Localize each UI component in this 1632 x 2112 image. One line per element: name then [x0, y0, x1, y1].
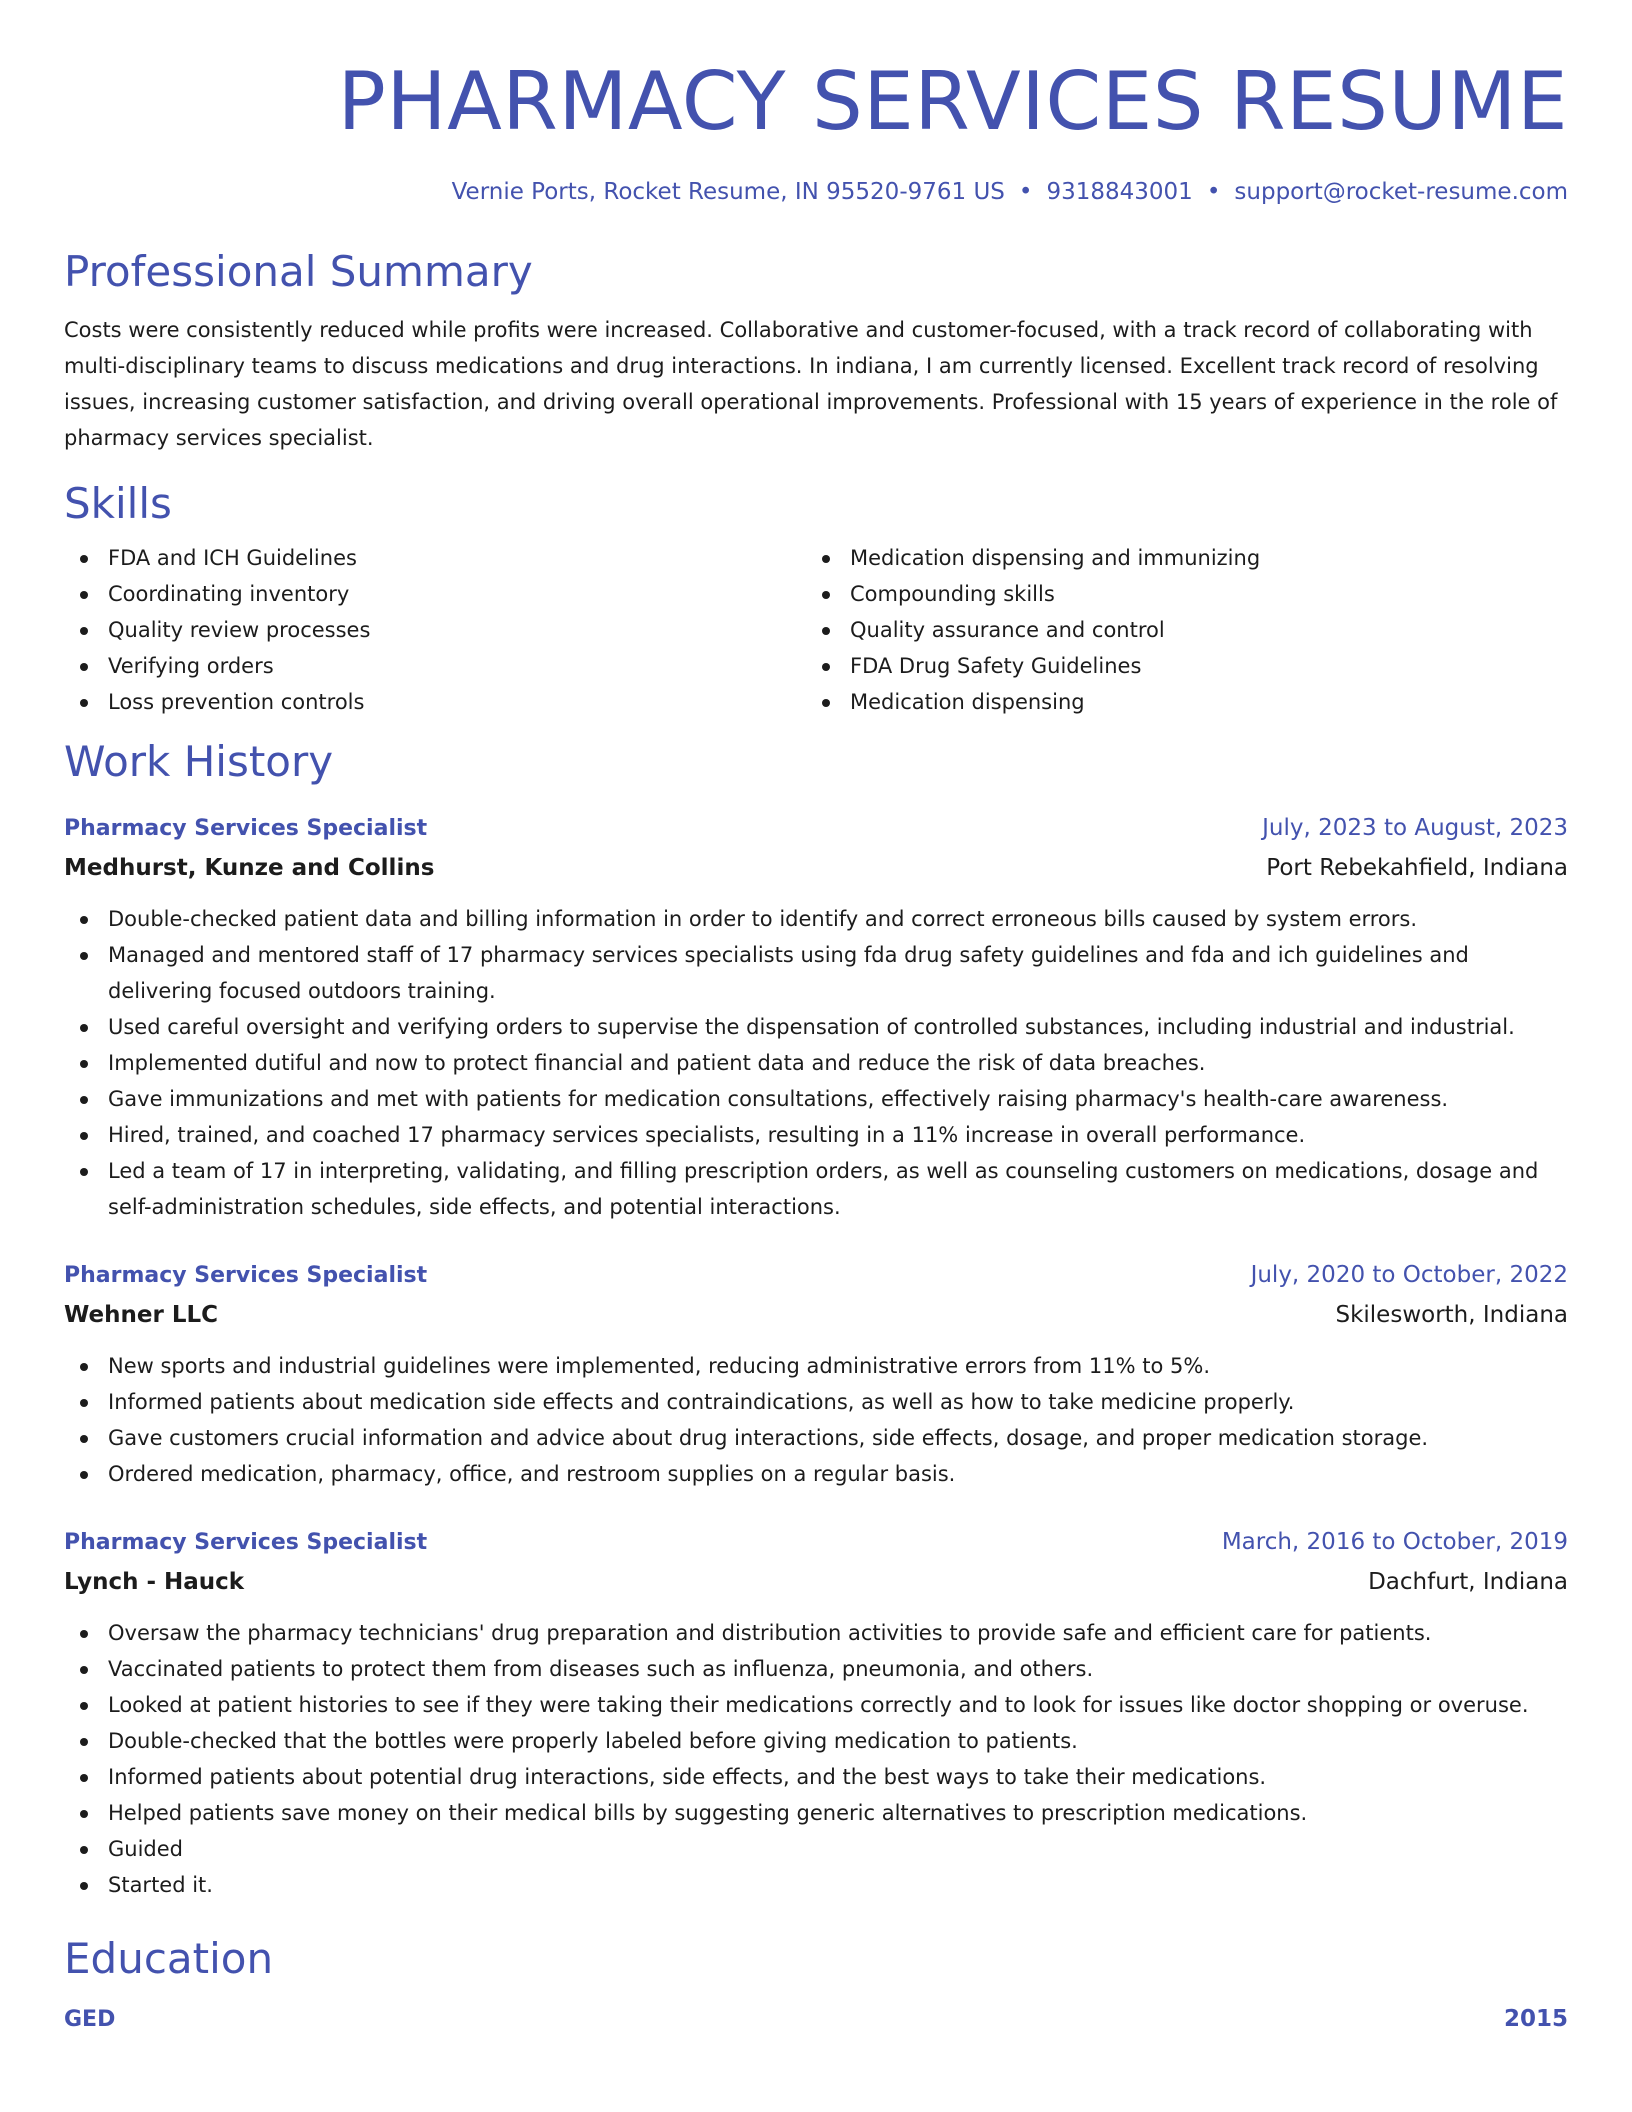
- skill-item: Coordinating inventory: [64, 576, 806, 612]
- skill-item: Loss prevention controls: [64, 684, 806, 720]
- job-company: Lynch - Hauck: [64, 1569, 245, 1595]
- education-entry: [64, 1999, 1568, 2040]
- job-bullet: New sports and industrial guidelines were implemented, reducing administrative errors from 11% to 5%.: [64, 1348, 1568, 1384]
- job-bullets: [64, 1348, 1568, 1492]
- job-title: Pharmacy Services Specialist: [64, 816, 428, 841]
- job-bullet: Ordered medication, pharmacy, office, and restroom supplies on a regular basis.: [64, 1456, 1568, 1492]
- contact-line: [64, 176, 1568, 208]
- job-header: [64, 1255, 1568, 1296]
- job-bullet: Helped patients save money on their medical bills by suggesting generic alternatives to prescription medications.: [64, 1795, 1568, 1831]
- job-bullet: Gave customers crucial information and advice about drug interactions, side effects, dosage, and proper medication storage.: [64, 1420, 1568, 1456]
- job-header: [64, 1522, 1568, 1563]
- job-bullet: Double-checked that the bottles were properly labeled before giving medication to patients.: [64, 1723, 1568, 1759]
- skill-item: Verifying orders: [64, 648, 806, 684]
- job-bullet: Led a team of 17 in interpreting, validating, and filling prescription orders, as well as counseling customers on medications, dosage and self-administration schedules, side effects, and potential interactions.: [64, 1153, 1568, 1225]
- job-bullet: Informed patients about medication side effects and contraindications, as well as how to take medicine properly.: [64, 1384, 1568, 1420]
- contact-separator: •: [1018, 179, 1033, 205]
- job-subheader: [64, 1563, 1568, 1601]
- skill-item: FDA and ICH Guidelines: [64, 540, 806, 576]
- job-location: Skilesworth, Indiana: [1335, 1302, 1568, 1328]
- skill-item: Medication dispensing: [806, 684, 1568, 720]
- job-title: Pharmacy Services Specialist: [64, 1530, 428, 1555]
- job-bullet: Gave immunizations and met with patients for medication consultations, effectively raising pharmacy's health-care awareness.: [64, 1081, 1568, 1117]
- education-heading: Education: [64, 1934, 274, 1983]
- job-location: Dachfurt, Indiana: [1368, 1569, 1568, 1595]
- job-bullet: Started it.: [64, 1867, 1568, 1903]
- job-entry: [64, 1522, 1568, 1903]
- contact-email: support@rocket-resume.com: [1234, 179, 1568, 205]
- job-bullet: Looked at patient histories to see if they were taking their medications correctly and to look for issues like doctor shopping or overuse.: [64, 1687, 1568, 1723]
- job-bullet: Oversaw the pharmacy technicians' drug preparation and distribution activities to provide safe and efficient care for patients.: [64, 1615, 1568, 1651]
- job-dates: July, 2020 to October, 2022: [1250, 1262, 1568, 1288]
- job-bullet: Informed patients about potential drug interactions, side effects, and the best ways to take their medications.: [64, 1759, 1568, 1795]
- contact-phone: 9318843001: [1046, 179, 1193, 205]
- skills-column-right: [806, 540, 1568, 720]
- skill-item: Medication dispensing and immunizing: [806, 540, 1568, 576]
- contact-separator: •: [1206, 179, 1221, 205]
- job-bullet: Double-checked patient data and billing information in order to identify and correct erroneous bills caused by system errors.: [64, 901, 1568, 937]
- job-header: [64, 808, 1568, 849]
- job-bullet: Used careful oversight and verifying orders to supervise the dispensation of controlled substances, including industrial and industrial.: [64, 1009, 1568, 1045]
- summary-heading: Professional Summary: [64, 247, 533, 296]
- job-subheader: [64, 849, 1568, 887]
- page-title: PHARMACY SERVICES RESUME: [337, 55, 1568, 148]
- education-year: 2015: [1503, 2006, 1568, 2032]
- job-bullet: Guided: [64, 1831, 1568, 1867]
- skills-list: [64, 540, 1568, 720]
- job-bullets: [64, 1615, 1568, 1903]
- job-entry: [64, 1255, 1568, 1492]
- job-bullet: Managed and mentored staff of 17 pharmacy services specialists using fda drug safety guidelines and fda and ich guidelines and delivering focused outdoors training.: [64, 937, 1568, 1009]
- job-entry: [64, 808, 1568, 1225]
- skill-item: Quality assurance and control: [806, 612, 1568, 648]
- job-title: Pharmacy Services Specialist: [64, 1263, 428, 1288]
- job-dates: July, 2023 to August, 2023: [1262, 815, 1568, 841]
- job-bullet: Vaccinated patients to protect them from diseases such as influenza, pneumonia, and others.: [64, 1651, 1568, 1687]
- skills-heading: Skills: [64, 479, 172, 528]
- job-bullets: [64, 901, 1568, 1225]
- job-bullet: Hired, trained, and coached 17 pharmacy services specialists, resulting in a 11% increase in overall performance.: [64, 1117, 1568, 1153]
- job-dates: March, 2016 to October, 2019: [1221, 1529, 1568, 1555]
- job-company: Medhurst, Kunze and Collins: [64, 855, 435, 881]
- work-history-heading: Work History: [64, 737, 334, 786]
- job-company: Wehner LLC: [64, 1302, 219, 1328]
- skill-item: Compounding skills: [806, 576, 1568, 612]
- job-location: Port Rebekahfield, Indiana: [1266, 855, 1568, 881]
- skills-column-left: [64, 540, 806, 720]
- contact-address: Vernie Ports, Rocket Resume, IN 95520-9761 US: [451, 179, 1005, 205]
- job-subheader: [64, 1296, 1568, 1334]
- skill-item: FDA Drug Safety Guidelines: [806, 648, 1568, 684]
- education-degree: GED: [64, 2007, 116, 2032]
- skill-item: Quality review processes: [64, 612, 806, 648]
- resume-page: [64, 0, 1568, 2040]
- summary-text: Costs were consistently reduced while profits were increased. Collaborative and customer-focused, with a track record of collaborating with multi-disciplinary teams to discuss medications and drug interactions. In indiana, I am currently licensed. Excellent track record of resolving issues, increasing customer satisfaction, and driving overall operational improvements. Professional with 15 years of experience in the role of pharmacy services specialist.: [64, 318, 1558, 450]
- job-bullet: Implemented dutiful and now to protect financial and patient data and reduce the risk of data breaches.: [64, 1045, 1568, 1081]
